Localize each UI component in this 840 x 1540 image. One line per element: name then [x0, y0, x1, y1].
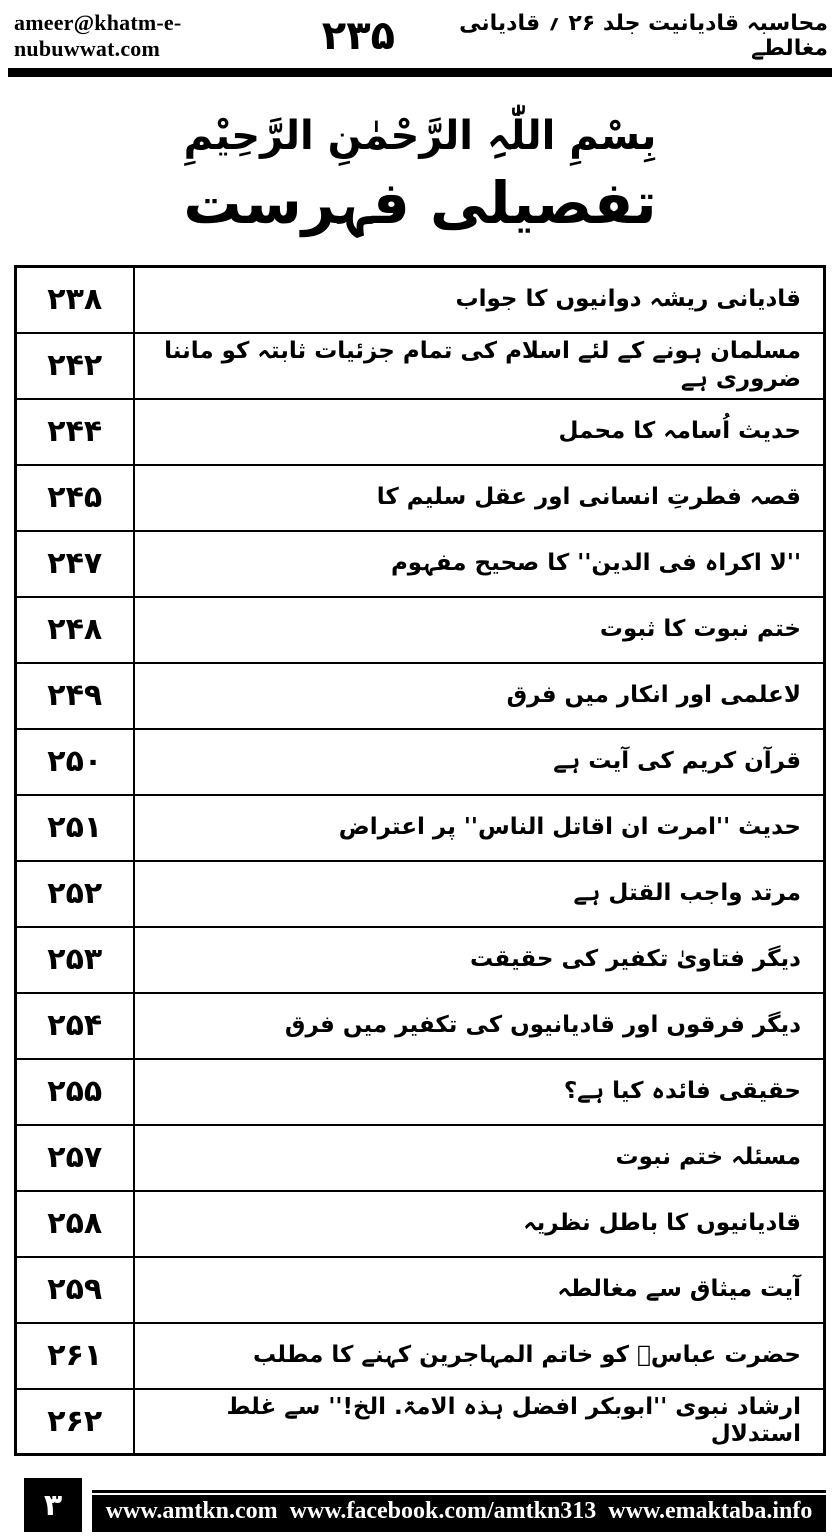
toc-entry-title: مسئلہ ختم نبوت [134, 1125, 825, 1191]
header-email: ameer@khatm-e-nubuwwat.com [14, 10, 182, 61]
toc-entry-title: مرتد واجب القتل ہے [134, 861, 825, 927]
toc-entry-title: حدیث اُسامہ کا محمل [134, 399, 825, 465]
toc-entry-title: دیگر فتاویٰ تکفیر کی حقیقت [134, 927, 825, 993]
toc-row [16, 1389, 825, 1455]
toc-entry-title: قادیانی ریشہ دوانیوں کا جواب [134, 267, 825, 333]
toc-entry-title: حقیقی فائدہ کیا ہے؟ [134, 1059, 825, 1125]
toc-entry-title: حضرت عباسؓ کو خاتم المہاجرین کہنے کا مطلب [134, 1323, 825, 1389]
toc-page-number: ۲۵۸ [16, 1191, 134, 1257]
toc-row [16, 861, 825, 927]
toc-entry-title: لاعلمی اور انکار میں فرق [134, 663, 825, 729]
toc-page-number: ۲۴۹ [16, 663, 134, 729]
toc-row [16, 1257, 825, 1323]
toc-page-number: ۲۴۷ [16, 531, 134, 597]
footer-links-bar: www.amtkn.com www.facebook.com/amtkn313 www.emaktaba.info [92, 1490, 826, 1532]
page-footer [0, 1478, 840, 1532]
toc-page-number: ۲۴۸ [16, 597, 134, 663]
toc-page-number: ۲۵۰ [16, 729, 134, 795]
header-left [14, 10, 395, 62]
toc-page-number: ۲۵۳ [16, 927, 134, 993]
toc-page-number: ۲۵۵ [16, 1059, 134, 1125]
toc-entry-title: ختم نبوت کا ثبوت [134, 597, 825, 663]
toc-entry-title: مسلمان ہونے کے لئے اسلام کی تمام جزئیات ثابتہ کو ماننا ضروری ہے [134, 333, 825, 399]
toc-entry-title: حدیث ''امرت ان اقاتل الناس'' پر اعتراض [134, 795, 825, 861]
toc-row [16, 597, 825, 663]
page-header [0, 0, 840, 62]
toc-entry-title: دیگر فرقوں اور قادیانیوں کی تکفیر میں فرق [134, 993, 825, 1059]
toc-entry-title: قادیانیوں کا باطل نظریہ [134, 1191, 825, 1257]
toc-page-number: ۲۶۲ [16, 1389, 134, 1455]
toc-page-number: ۲۳۸ [16, 267, 134, 333]
toc-page-number: ۲۵۱ [16, 795, 134, 861]
toc-page-number: ۲۴۵ [16, 465, 134, 531]
toc-page-number: ۲۴۲ [16, 333, 134, 399]
toc-row [16, 267, 825, 333]
footer-page-number: ۳ [24, 1478, 82, 1532]
header-page-number: ۲۳۵ [321, 13, 396, 59]
toc-row [16, 1191, 825, 1257]
toc-row [16, 729, 825, 795]
header-book-title: محاسبہ قادیانیت جلد ۲۶ ؍ قادیانی مغالطے [459, 11, 828, 61]
toc-row [16, 1059, 825, 1125]
toc-row [16, 531, 825, 597]
toc-row [16, 399, 825, 465]
toc-page-number: ۲۵۹ [16, 1257, 134, 1323]
toc-table-body [16, 267, 825, 1455]
toc-entry-title: قصہ فطرتِ انسانی اور عقل سلیم کا [134, 465, 825, 531]
toc-row [16, 795, 825, 861]
toc-page-number: ۲۴۴ [16, 399, 134, 465]
toc-row [16, 1323, 825, 1389]
toc-row [16, 465, 825, 531]
toc-entry-title: ارشاد نبوی ''ابوبکر افضل ہذہ الامۃ. الخ!'' سے غلط استدلال [134, 1389, 825, 1455]
toc-row [16, 333, 825, 399]
toc-page-number: ۲۶۱ [16, 1323, 134, 1389]
toc-page-number: ۲۵۷ [16, 1125, 134, 1191]
toc-table [14, 265, 826, 1456]
toc-row [16, 927, 825, 993]
toc-entry-title: ''لا اکراہ فی الدین'' کا صحیح مفہوم [134, 531, 825, 597]
toc-entry-title: قرآن کریم کی آیت ہے [134, 729, 825, 795]
bismillah-calligraphy: بِسْمِ اللّٰہِ الرَّحْمٰنِ الرَّحِیْمِ [183, 113, 657, 159]
header-divider [8, 68, 832, 77]
toc-entry-title: آیت میثاق سے مغالطہ [134, 1257, 825, 1323]
toc-row [16, 1125, 825, 1191]
toc-page-number: ۲۵۲ [16, 861, 134, 927]
toc-row [16, 663, 825, 729]
toc-page-number: ۲۵۴ [16, 993, 134, 1059]
toc-row [16, 993, 825, 1059]
toc-title: تفصیلی فہرست [183, 169, 657, 237]
